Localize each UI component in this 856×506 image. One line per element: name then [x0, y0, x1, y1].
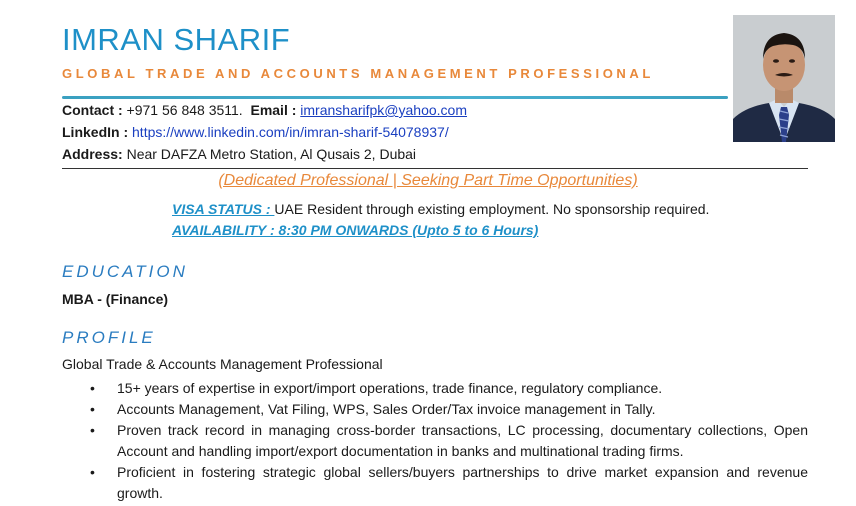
visa-status-label: VISA STATUS : [172, 201, 275, 217]
bullet-icon: • [90, 380, 95, 396]
address-text: Near DAFZA Metro Station, Al Qusais 2, Dubai [122, 146, 417, 162]
linkedin-link[interactable]: https://www.linkedin.com/in/imran-sharif-54078937/ [132, 124, 449, 140]
profile-heading: PROFILE [62, 328, 156, 347]
visa-status-text: UAE Resident through existing employment. No sponsorship required. [274, 201, 710, 217]
education-degree: MBA - (Finance) [62, 291, 169, 307]
bullet-icon: • [90, 422, 95, 438]
address-label: Address: [62, 146, 123, 162]
email-link[interactable]: imransharifpk@yahoo.com [300, 102, 468, 118]
bullet-text: Proficient in fostering strategic global sellers/buyers partnerships to drive market expansion and revenue growth. [117, 464, 808, 501]
email-label: Email : [250, 102, 297, 118]
professional-subtitle: GLOBAL TRADE AND ACCOUNTS MANAGEMENT PROFESSIONAL [62, 66, 654, 81]
visa-status-line [172, 201, 709, 217]
address-line [62, 146, 416, 162]
profile-photo [733, 15, 835, 142]
candidate-name: IMRAN SHARIF [62, 22, 291, 57]
list-item [62, 420, 808, 462]
bullet-text: 15+ years of expertise in export/import operations, trade finance, regulatory compliance. [117, 380, 663, 396]
contact-line [62, 102, 467, 118]
list-item [62, 399, 808, 420]
list-item [62, 462, 808, 504]
contact-label: Contact : [62, 102, 123, 118]
profile-bullet-list [62, 378, 808, 504]
phone-number: +971 56 848 3511. [122, 102, 243, 118]
dedicated-banner: (Dedicated Professional | Seeking Part Time Opportunities) [218, 172, 638, 189]
bullet-text: Accounts Management, Vat Filing, WPS, Sales Order/Tax invoice management in Tally. [117, 401, 656, 417]
availability-line: AVAILABILITY : 8:30 PM ONWARDS (Upto 5 to 6 Hours) [172, 222, 539, 238]
linkedin-label: LinkedIn : [62, 124, 129, 140]
linkedin-line [62, 124, 449, 140]
bullet-icon: • [90, 464, 95, 480]
education-heading: EDUCATION [62, 262, 188, 281]
list-item [62, 378, 808, 399]
section-divider [62, 168, 808, 169]
bullet-text: Proven track record in managing cross-border transactions, LC processing, documentary collections, Open Account and handling import/export documentation in banks and multinational trading firms. [117, 422, 808, 459]
bullet-icon: • [90, 401, 95, 417]
header-underline [62, 96, 728, 99]
profile-intro: Global Trade & Accounts Management Professional [62, 356, 383, 372]
